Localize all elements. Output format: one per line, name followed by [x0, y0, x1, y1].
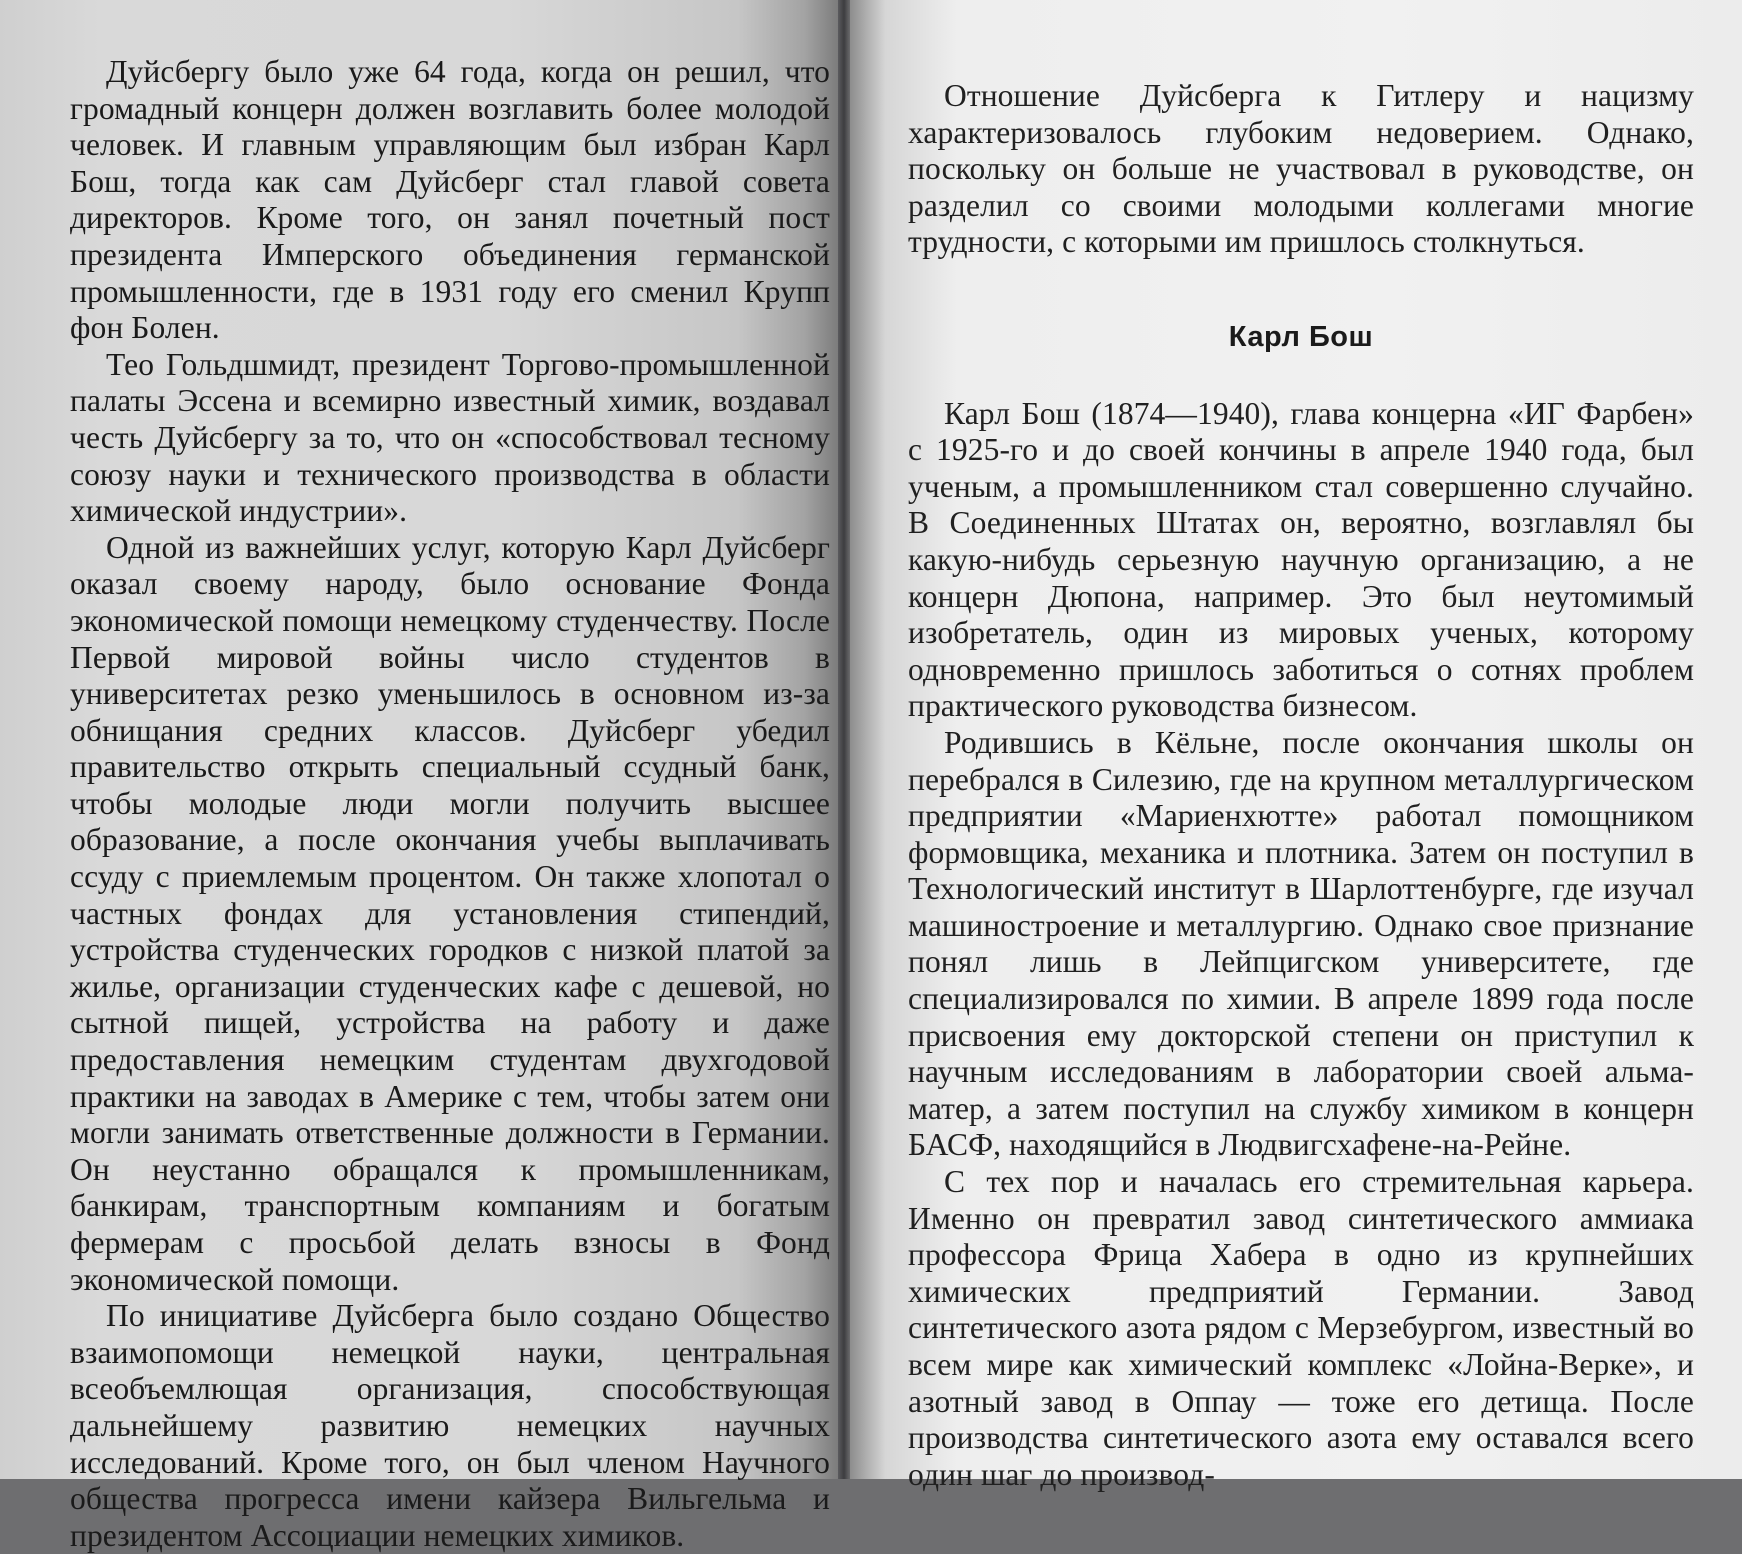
right-page-text — [908, 78, 1694, 1493]
paragraph: Карл Бош (1874—1940), глава концерна «ИГ Фарбен» с 1925-го и до своей кончины в апреле 1940 года, был ученым, а промышленником стал совершенно случайно. В Соединенных Штатах он, вероятно, возглавлял бы какую-нибудь серьезную научную организацию, а не концерн Дюпона, например. Это был неутомимый изобретатель, один из мировых ученых, которому одновременно пришлось заботиться о сотнях проблем практического руководства бизнесом. — [908, 395, 1694, 724]
paragraph: Тео Гольдшмидт, президент Торгово-промышленной палаты Эссена и всемирно известный химик, воздавал честь Дуйсбергу за то, что он «способствовал тесному союзу науки и технического производства в области химической индустрии». — [70, 346, 830, 529]
paragraph: Отношение Дуйсберга к Гитлеру и нацизму характеризовалось глубоким недоверием. Однако, поскольку он больше не участвовал в руководстве, он разделил со своими молодыми коллегами многие трудности, с которыми им пришлось столкнуться. — [908, 78, 1694, 260]
book-gutter — [838, 0, 850, 1479]
paragraph: Дуйсбергу было уже 64 года, когда он решил, что громадный концерн должен возглавить более молодой человек. И главным управляющим был избран Карл Бош, тогда как сам Дуйсберг стал главой совета директоров. Кроме того, он занял почетный пост президента Имперского объединения германской промышленности, где в 1931 году его сменил Крупп фон Болен. — [70, 54, 830, 346]
left-page-text — [70, 54, 830, 1554]
paragraph: Родившись в Кёльне, после окончания школы он перебрался в Силезию, где на крупном металлургическом предприятии «Мариенхютте» работал помощником формовщика, механика и плотника. Затем он поступил в Технологический институт в Шарлоттенбурге, где изучал машиностроение и металлургию. Однако свое признание понял лишь в Лейпцигском университете, где специализировался по химии. В апреле 1899 года после присвоения ему докторской степени он приступил к научным исследованиям в лаборатории своей альма-матер, а затем поступил на службу химиком в концерн БАСФ, находящийся в Людвигсхафене-на-Рейне. — [908, 724, 1694, 1163]
left-page — [0, 0, 838, 1553]
paragraph: С тех пор и началась его стремительная карьера. Именно он превратил завод синтетического аммиака профессора Фрица Хабера в одно из крупнейших химических предприятий Германии. Завод синтетического азота рядом с Мерзебургом, известный во всем мире как химический комплекс «Лойна-Верке», и азотный завод в Оппау — тоже его детища. После производства синтетического азота ему оставался всего один шаг до производ- — [908, 1164, 1694, 1492]
section-heading: Карл Бош — [1228, 320, 1374, 353]
paragraph: По инициативе Дуйсберга было создано Общество взаимопомощи немецкой науки, центральная всеобъемлющая организация, способствующая дальнейшему развитию немецких научных исследований. Кроме того, он был членом Научного общества прогресса имени кайзера Вильгельма и президентом Ассоциации немецких химиков. — [70, 1298, 830, 1553]
right-page — [850, 0, 1742, 1492]
paragraph: Одной из важнейших услуг, которую Карл Дуйсберг оказал своему народу, было основание Фонда экономической помощи немецкому студенчеству. После Первой мировой войны число студентов в университетах резко уменьшилось в основном из-за обнищания средних классов. Дуйсберг убедил правительство открыть специальный ссудный банк, чтобы молодые люди могли получить высшее образование, а после окончания учебы выплачивать ссуду с приемлемым процентом. Он также хлопотал о частных фондах для установления стипендий, устройства студенческих городков с низкой платой за жилье, организации студенческих кафе с дешевой, но сытной пищей, устройства на работу и даже предоставления немецким студентам двухгодовой практики на заводах в Америке с тем, чтобы затем они могли занимать ответственные должности в Германии. Он неустанно обращался к промышленникам, банкирам, транспортным компаниям и богатым фермерам с просьбой делать взносы в Фонд экономической помощи. — [70, 529, 830, 1297]
